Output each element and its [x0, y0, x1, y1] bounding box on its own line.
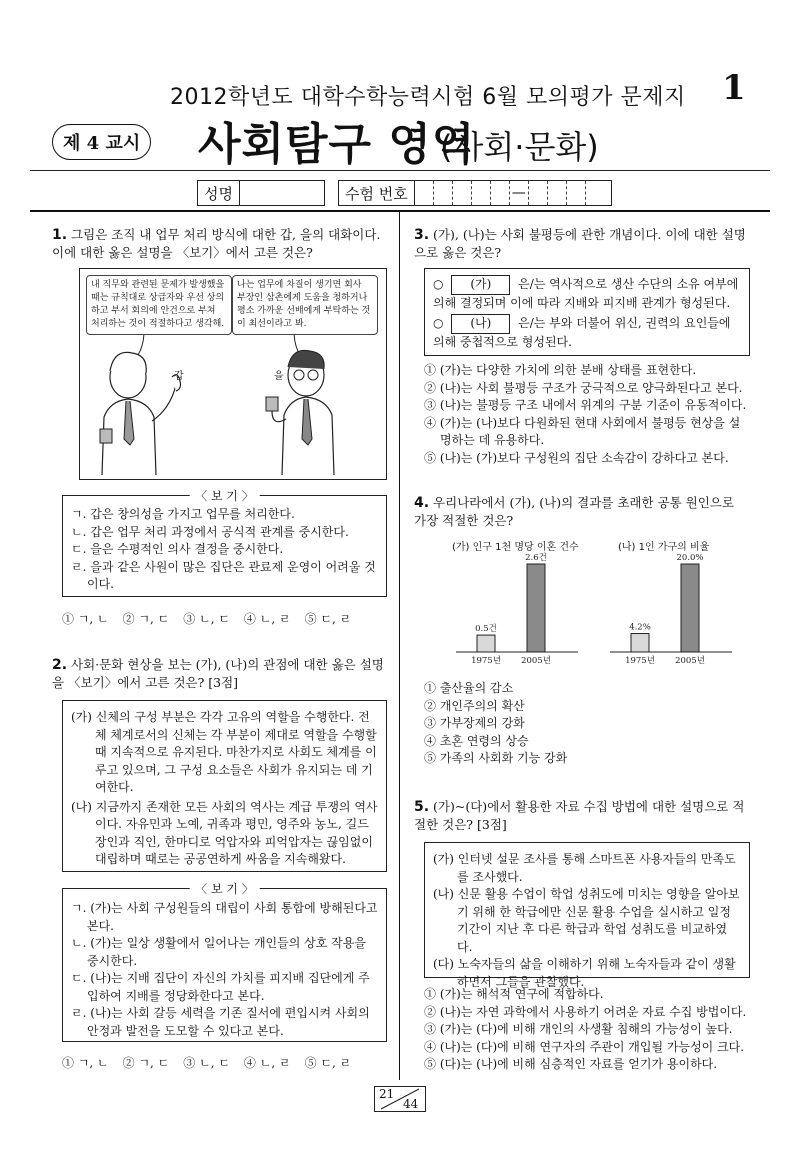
answer-option[interactable]: ⑤ ㄷ, ㄹ [304, 1056, 352, 1070]
answer-options [424, 986, 750, 1074]
chart-title-ga: (가) 인구 1천 명당 이혼 건수 [452, 542, 579, 553]
question-number: 5. [414, 799, 430, 815]
exam-number-dash: — [510, 181, 529, 205]
page-number: 1 [722, 68, 746, 108]
page-counter [374, 1086, 426, 1112]
exam-number-digit[interactable] [453, 181, 472, 205]
speech-bubble-eul: 나는 업무에 차질이 생기면 회사 부장인 삼촌에게 도움을 청하거나 평소 가까운 선배에게 부탁하는 것이 최선이라고 봐. [232, 275, 378, 335]
bogi-box [62, 882, 387, 1042]
people-illustration [80, 335, 386, 479]
question-stem: (가)~(다)에서 활용한 자료 수집 방법에 대한 설명으로 적절한 것은? [3점] [414, 799, 745, 832]
exam-number-field[interactable] [338, 180, 612, 206]
question-stem: 우리나라에서 (가), (나)의 결과를 초래한 공통 원인으로 가장 적절한 것은? [414, 495, 734, 528]
answer-option[interactable]: ④ 초혼 연령의 상승 [424, 733, 529, 748]
concept-text: 은/는 부와 더불어 위신, 권력의 요인들에 의해 중첩적으로 형성된다. [433, 316, 731, 349]
passage-item: (다) 노숙자들의 삶을 이해하기 위해 노숙자들과 같이 생활하면서 그들을 관찰했다. [433, 957, 736, 989]
chart-tick-label: 1975년 [471, 656, 501, 666]
blank-box-ga: (가) [451, 275, 510, 295]
bogi-item: ㄱ. 갑은 창의성을 가지고 업무를 처리한다. [71, 507, 295, 521]
page-current: 21 [379, 1087, 395, 1101]
passage-box [62, 700, 387, 872]
exam-number-digit[interactable] [415, 181, 434, 205]
question-number: 3. [414, 227, 430, 243]
bogi-item: ㄴ. 갑은 업무 처리 과정에서 공식적 관계를 중시한다. [71, 524, 349, 539]
answer-option[interactable]: ④ (가)는 (나)보다 다원화된 현대 사회에서 불평등 현상을 설명하는 데 유용하다. [424, 415, 741, 447]
subject-title: 사회탐구 영역 [198, 119, 476, 170]
question-5 [414, 798, 748, 833]
passage-box [424, 842, 750, 989]
answer-option[interactable]: ③ 가부장제의 강화 [424, 716, 525, 730]
bar-chart-divorce [452, 552, 582, 670]
question-stem: 사회·문화 현상을 보는 (가), (나)의 관점에 대한 옳은 설명을 〈보기〉에서 고른 것은? [3점] [52, 657, 384, 690]
answer-option[interactable]: ③ (나)는 불평등 구조 내에서 위계의 구분 기준이 유동적이다. [424, 398, 747, 412]
answer-option[interactable]: ① (가)는 해석적 연구에 적합하다. [424, 987, 604, 1001]
question-1 [52, 226, 386, 261]
chart-data-label: 4.2% [629, 622, 651, 633]
bogi-box [62, 489, 387, 597]
answer-option[interactable]: ② (나)는 사회 불평등 구조가 궁극적으로 양극화된다고 본다. [424, 380, 743, 395]
question-number: 2. [52, 657, 68, 673]
blank-box-na: (나) [451, 314, 510, 334]
answer-option[interactable]: ⑤ 가족의 사회화 기능 강화 [424, 751, 568, 765]
answer-option[interactable]: ① ㄱ, ㄴ [62, 1056, 109, 1070]
question-stem: 그림은 조직 내 업무 처리 방식에 대한 갑, 을의 대화이다. 이에 대한 옳은 설명을 〈보기〉에서 고른 것은? [52, 227, 381, 260]
answer-option[interactable]: ③ (가)는 (다)에 비해 개인의 사생활 침해의 가능성이 높다. [424, 1022, 733, 1036]
chart-tick-label: 1975년 [625, 656, 655, 666]
bogi-title: 〈 보 기 〉 [189, 880, 260, 897]
bogi-item: ㄱ. (가)는 사회 구성원들의 대립이 사회 통합에 방해된다고 본다. [71, 901, 378, 933]
chart-bar [631, 634, 649, 652]
exam-number-label: 수험 번호 [339, 181, 415, 205]
exam-number-digit[interactable] [548, 181, 567, 205]
name-label: 성명 [198, 181, 240, 205]
header-underline [30, 210, 770, 212]
chart-bar [527, 564, 545, 652]
answer-option[interactable]: ④ ㄴ, ㄹ [243, 1056, 291, 1070]
answer-option[interactable]: ③ ㄴ, ㄷ [183, 1056, 230, 1070]
answer-option[interactable]: ② 개인주의의 확산 [424, 698, 525, 713]
chart-tick-label: 2005년 [675, 656, 705, 666]
concept-box [424, 268, 750, 356]
exam-number-digit[interactable] [567, 181, 586, 205]
chart-data-label: 0.5건 [475, 624, 497, 635]
question-number: 4. [414, 495, 430, 511]
passage-item: (가) 신체의 구성 부분은 각각 고유의 역할을 수행한다. 전체 체계로서의 신체는 각 부분이 제대로 역할을 수행할 때 지속적으로 유지된다. 마찬가지로 사회도 체계를 이루고 있으며, 그 구성 요소들은 사회가 유지되는 데 기여한다. [71, 710, 377, 794]
answer-option[interactable]: ① (가)는 다양한 가치에 의한 분배 상태를 표현한다. [424, 363, 697, 377]
speech-bubble-gap: 내 직무와 관련된 문제가 발생했을 때는 규칙대로 상급자와 우선 상의하고 부서 회의에 안건으로 부쳐 처리하는 것이 적절하다고 생각해. [86, 275, 232, 335]
bogi-item: ㄹ. 을과 같은 사원이 많은 집단은 관료제 운영이 어려울 것이다. [71, 559, 376, 591]
bogi-item: ㄷ. (나)는 지배 집단이 자신의 가치를 피지배 집단에게 주입하여 지배를 정당화한다고 본다. [71, 971, 370, 1003]
page-total: 44 [403, 1097, 419, 1111]
answer-option[interactable]: ④ ㄴ, ㄹ [243, 612, 291, 626]
header-rule [30, 170, 770, 171]
exam-number-digit[interactable] [586, 181, 604, 205]
answer-options [62, 610, 385, 627]
speaker-label-eul: 을 [274, 371, 284, 382]
speaker-label-gap: 갑 [174, 371, 184, 382]
subject-subtitle: (사회·문화) [440, 128, 599, 166]
dialogue-figure [79, 268, 387, 480]
passage-item: (나) 지금까지 존재한 모든 사회의 역사는 계급 투쟁의 역사이다. 자유민과 노예, 귀족과 평민, 영주와 농노, 길드 장인과 직인, 한마디로 억압자와 피억압자는 끊임없이 대립하며 때로는 공공연하게 싸움을 지속해왔다. [71, 799, 378, 866]
period-badge: 제 4 교시 [52, 124, 151, 160]
bogi-item: ㄴ. (가)는 일상 생활에서 일어나는 개인들의 상호 작용을 중시한다. [71, 936, 366, 968]
bar-chart-single-households [606, 552, 736, 670]
answer-option[interactable]: ⑤ ㄷ, ㄹ [304, 612, 352, 626]
chart-bar [681, 564, 699, 652]
bogi-item: ㄹ. (나)는 사회 갈등 세력을 기존 질서에 편입시켜 사회의 안정과 발전을 도모할 수 있다고 본다. [71, 1006, 370, 1038]
answer-options [62, 1054, 385, 1071]
bogi-item: ㄷ. 을은 수평적인 의사 결정을 중시한다. [71, 542, 284, 556]
name-field[interactable] [197, 180, 325, 206]
question-3 [414, 226, 748, 261]
answer-option[interactable]: ① 출산율의 감소 [424, 681, 514, 695]
answer-option[interactable]: ⑤ (다)는 (나)에 비해 심층적인 자료를 얻기가 용이하다. [424, 1057, 718, 1071]
answer-option[interactable]: ④ (나)는 (다)에 비해 연구자의 주관이 개입될 가능성이 크다. [424, 1039, 745, 1054]
answer-option[interactable]: ② (나)는 자연 과학에서 사용하기 어려운 자료 수집 방법이다. [424, 1004, 747, 1019]
exam-number-digit[interactable] [491, 181, 510, 205]
chart-bar [477, 635, 495, 652]
question-stem: (가), (나)는 사회 불평등에 관한 개념이다. 이에 대한 설명으로 옳은 것은? [414, 227, 746, 260]
exam-title: 2012학년도 대학수학능력시험 6월 모의평가 문제지 [170, 85, 686, 110]
passage-item: (나) 신문 활용 수업이 학업 성취도에 미치는 영향을 알아보기 위해 한 학급에만 신문 활용 수업을 실시하고 일정 기간이 지난 후 다른 학급과 학업 성취도를 비교하였다. [433, 887, 740, 954]
question-2 [52, 656, 386, 691]
answer-option[interactable]: ② ㄱ, ㄷ [122, 612, 170, 626]
question-4 [414, 494, 748, 529]
bogi-title: 〈 보 기 〉 [189, 487, 260, 504]
column-divider [399, 212, 400, 1080]
bullet: ○ [433, 316, 444, 330]
answer-option[interactable]: ⑤ (나)는 (가)보다 구성원의 집단 소속감이 강하다고 본다. [424, 450, 729, 465]
chart-data-label: 2.6건 [525, 553, 547, 563]
bullet: ○ [433, 277, 444, 291]
chart-tick-label: 2005년 [521, 656, 551, 666]
passage-item: (가) 인터넷 설문 조사를 통해 스마트폰 사용자들의 만족도를 조사했다. [433, 852, 736, 884]
question-number: 1. [52, 227, 68, 243]
answer-option[interactable]: ① ㄱ, ㄴ [62, 612, 109, 626]
chart-title-na: (나) 1인 가구의 비율 [618, 542, 710, 553]
exam-number-digit[interactable] [529, 181, 548, 205]
answer-option[interactable]: ③ ㄴ, ㄷ [183, 612, 230, 626]
exam-number-digit[interactable] [472, 181, 491, 205]
concept-text: 은/는 역사적으로 생산 수단의 소유 여부에 의해 결정되며 이에 따라 지배와 피지배 관계가 형성된다. [433, 277, 739, 310]
chart-data-label: 20.0% [676, 553, 704, 563]
exam-number-digit[interactable] [434, 181, 453, 205]
answer-options [424, 362, 750, 467]
answer-option[interactable]: ② ㄱ, ㄷ [122, 1056, 170, 1070]
answer-options [424, 680, 750, 768]
